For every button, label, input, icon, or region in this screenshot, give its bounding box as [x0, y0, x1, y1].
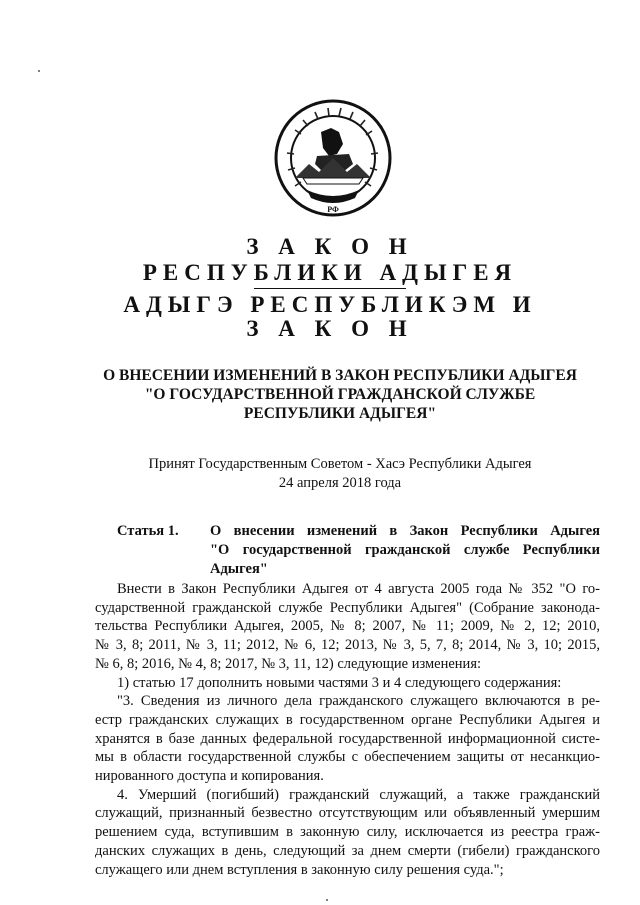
scan-speck — [38, 70, 40, 72]
adygea-coat-of-arms-icon — [273, 98, 393, 220]
body-line: данских служащих в день, следующий за днем смерти (гибели) гражданского — [95, 842, 600, 859]
body-line: хранятся в базе данных федеральной государственной информационной систе- — [95, 730, 600, 747]
body-line: нированного доступа и копирования. — [95, 768, 324, 785]
body-line: сударственной гражданской службе Республики Адыгея" (Собрание законода- — [95, 599, 600, 616]
adoption-line-1: Принят Государственным Советом - Хасэ Республики Адыгея — [148, 456, 532, 472]
heading-line-1: О ВНЕСЕНИИ ИЗМЕНЕНИЙ В ЗАКОН РЕСПУБЛИКИ АДЫГЕЯ — [103, 367, 577, 384]
article-title-line-3: Адыгея" — [210, 561, 268, 577]
article-title-line-1: О внесении изменений в Закон Республики Адыгея — [210, 523, 600, 539]
article-body — [95, 580, 600, 879]
law-title-line-1: З А К О Н — [246, 234, 414, 259]
body-line: решением суда, вступившим в законную силу, исключается из реестра граж- — [95, 824, 600, 841]
body-line: Внести в Закон Республики Адыгея от 4 августа 2005 года № 352 "О го- — [117, 581, 600, 597]
title-divider — [254, 288, 406, 289]
body-line: № 6, 8; 2016, № 4, 8; 2017, № 3, 11, 12) следующие изменения: — [95, 655, 482, 672]
body-line: "3. Сведения из личного дела гражданского служащего включаются в ре- — [117, 693, 600, 710]
body-line: служащего или днем вступления в законную силу решения суда."; — [95, 861, 504, 878]
body-line: естр гражданских служащих в государственном органе Республики Адыгея и — [95, 711, 600, 728]
heading-line-3: РЕСПУБЛИКИ АДЫГЕЯ" — [243, 405, 437, 422]
heading-line-2: "О ГОСУДАРСТВЕННОЙ ГРАЖДАНСКОЙ СЛУЖБЕ — [144, 386, 536, 403]
article-title — [210, 522, 600, 579]
body-line: мы в области государственной службы с обеспечением защиты от несанкцио- — [95, 749, 600, 766]
adoption-note — [60, 455, 620, 493]
law-title-line-4: З А К О Н — [246, 316, 414, 341]
body-line: тельства Республики Адыгея, 2005, № 8; 2007, № 11; 2009, № 2, 12; 2010, — [95, 618, 600, 635]
scan-speck — [326, 899, 328, 901]
body-line: 4. Умерший (погибший) гражданский служащий, а также гражданский — [117, 786, 600, 803]
svg-text:РФ: РФ — [327, 205, 339, 214]
adoption-date: 24 апреля 2018 года — [278, 475, 402, 491]
body-line: служащий, признанный безвестно отсутствующим или объявленный умершим — [95, 805, 600, 822]
body-line: № 3, 8; 2011, № 3, 11; 2012, № 6, 12; 2013, № 3, 5, 7, 8; 2014, № 3, 10; 2015, — [95, 637, 600, 654]
article-label: Статья 1. — [117, 523, 179, 539]
law-heading — [60, 366, 620, 423]
article-title-line-2: "О государственной гражданской службе Республики — [210, 542, 600, 558]
law-title-line-3: АДЫГЭ РЕСПУБЛИКЭМ И — [123, 292, 537, 317]
body-line: 1) статью 17 дополнить новыми частями 3 и 4 следующего содержания: — [117, 674, 562, 691]
law-title-line-2: РЕСПУБЛИКИ АДЫГЕЯ — [142, 260, 518, 285]
